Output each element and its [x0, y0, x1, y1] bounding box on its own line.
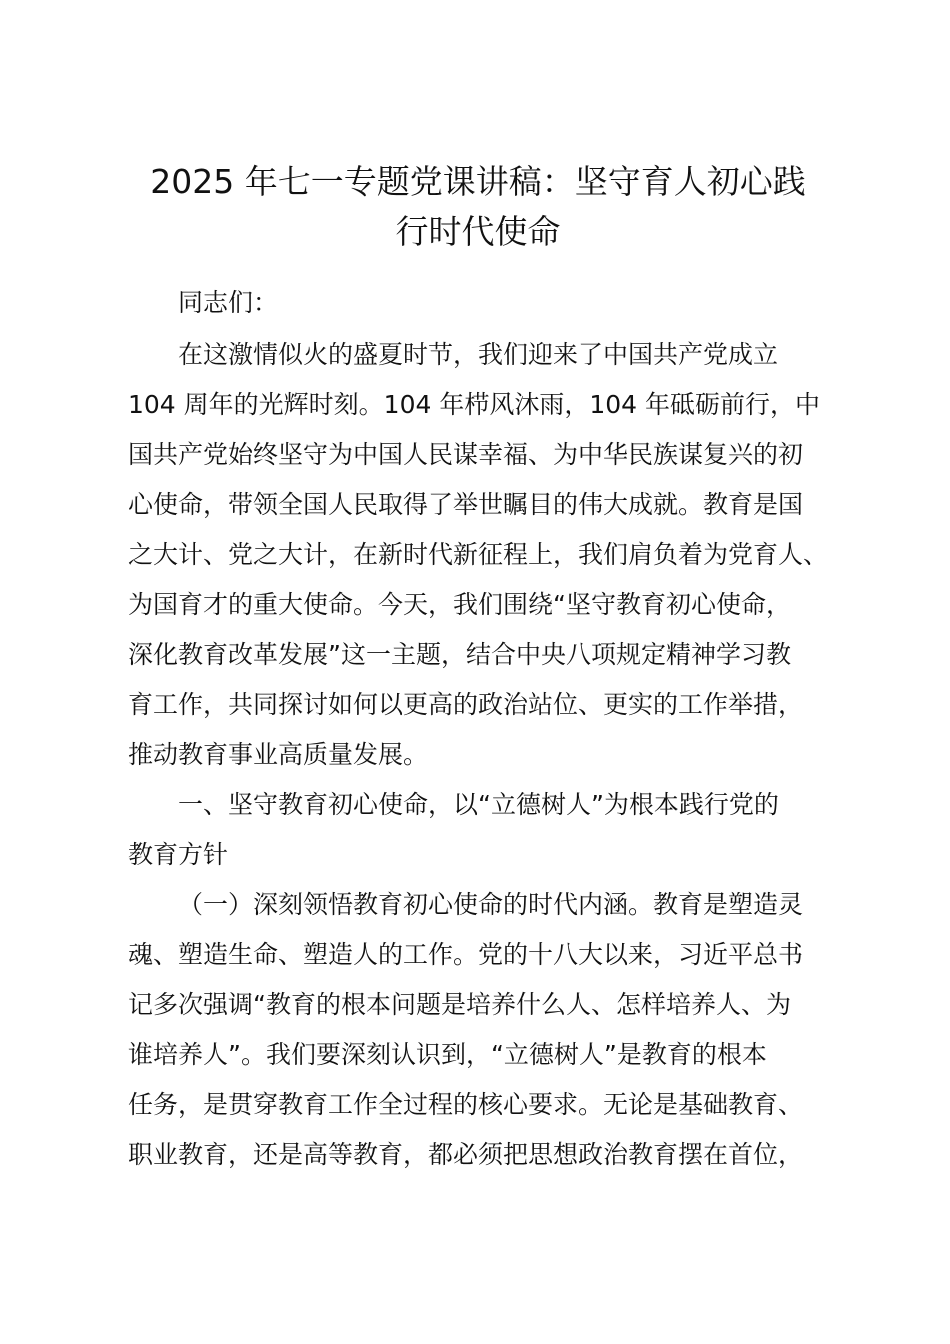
- paragraph-line: 任务，是贯穿教育工作全过程的核心要求。无论是基础教育、: [128, 1090, 804, 1119]
- paragraph-line: 之大计、党之大计，在新时代新征程上，我们肩负着为党育人、: [128, 540, 829, 569]
- paragraph-line: 国共产党始终坚守为中国人民谋幸福、为中华民族谋复兴的初: [128, 440, 804, 469]
- paragraph-line: 在这激情似火的盛夏时节，我们迎来了中国共产党成立: [178, 340, 779, 369]
- paragraph-line: 谁培养人”。我们要深刻认识到，“立德树人”是教育的根本: [128, 1040, 767, 1069]
- paragraph-line: 推动教育事业高质量发展。: [128, 740, 429, 769]
- paragraph-line: 为国育才的重大使命。今天，我们围绕“坚守教育初心使命，: [128, 590, 791, 619]
- paragraph-line: 记多次强调“教育的根本问题是培养什么人、怎样培养人、为: [128, 990, 791, 1019]
- section-heading-line: 一、坚守教育初心使命，以“立德树人”为根本践行党的: [178, 790, 779, 819]
- salutation: 同志们：: [178, 288, 279, 317]
- section-heading-line: 教育方针: [128, 840, 229, 869]
- paragraph-line: （一）深刻领悟教育初心使命的时代内涵。教育是塑造灵: [178, 890, 804, 919]
- paragraph-line: 育工作，共同探讨如何以更高的政治站位、更实的工作举措，: [128, 690, 804, 719]
- paragraph-line: 104 周年的光辉时刻。104 年栉风沐雨，104 年砥砺前行，中: [128, 390, 820, 419]
- paragraph-line: 职业教育，还是高等教育，都必须把思想政治教育摆在首位，: [128, 1140, 804, 1169]
- paragraph-line: 魂、塑造生命、塑造人的工作。党的十八大以来，习近平总书: [128, 940, 804, 969]
- document-title-line-1: 2025 年七一专题党课讲稿：坚守育人初心践: [150, 162, 806, 201]
- document-title-line-2: 行时代使命: [395, 212, 561, 251]
- paragraph-line: 深化教育改革发展”这一主题，结合中央八项规定精神学习教: [128, 640, 791, 669]
- paragraph-line: 心使命，带领全国人民取得了举世瞩目的伟大成就。教育是国: [128, 490, 804, 519]
